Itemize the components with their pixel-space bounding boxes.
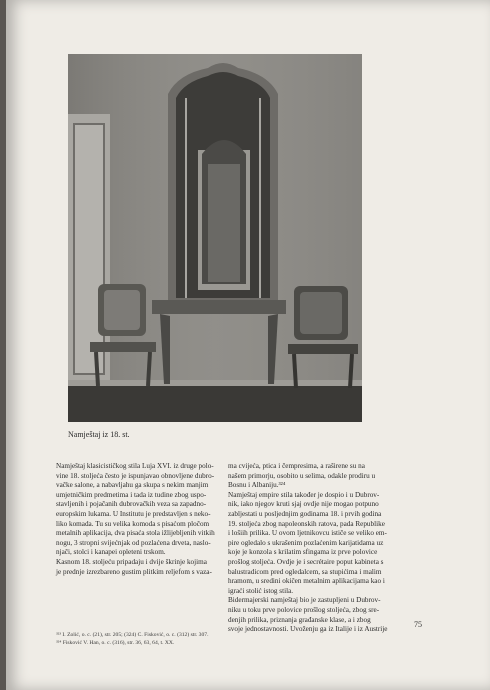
text-line: balustradicom pred ogledalcem, sa stupićima i malim — [228, 567, 382, 576]
text-line: 19. stoljeća zbog napoleonskih ratova, pada Republike — [228, 519, 385, 528]
text-line: vine 18. stoljeća često je ispunjavao obnovljene dubro- — [56, 471, 215, 480]
text-line: Kasnom 18. stoljeću pripadaju i dvije škrinje kojima — [56, 557, 207, 566]
text-line: europskim lukama. U Institutu je predstavljen s neko- — [56, 509, 211, 518]
text-line: našem primorju, osobito u selima, odakle prodiru u — [228, 471, 376, 480]
text-column-right — [228, 462, 422, 635]
footnote: ³²³ I. Zolić, o. c. (21), str. 205; (324) C. Fisković, o. c. (312) str. 307. — [56, 632, 209, 638]
text-line: je prednje izrezbareno gustim plitkim reljefom s vaza- — [56, 567, 212, 576]
text-line: pire ogledalo s ukrašenim pozlaćenim karijatidama uz — [228, 538, 384, 547]
text-line: liko komada. Tu su velika komoda s pisaćom pločom — [56, 519, 210, 528]
text-column-left — [56, 462, 220, 577]
text-line: ma cvijeća, ptica i čempresima, a raširene su na — [228, 462, 365, 470]
text-line: Namještaj klasicističkog stila Luja XVI. iz druge polo- — [56, 462, 214, 470]
text-line: niku u toku prve polovice prošlog stoljeća, zbog sre- — [228, 605, 380, 614]
text-line: Bosnu i Albaniju.³²⁴ — [228, 481, 286, 490]
text-line: njači, stolci i kanapei opleteni trskom. — [56, 548, 166, 557]
footnotes — [56, 632, 236, 647]
text-line: prošlog stoljeća. Ovdje je i secrétaire poput kabineta s — [228, 557, 384, 566]
furniture-photo-drawing — [68, 54, 362, 422]
text-line: nik, iako njegov kruti sjaj ovdje nije mogao potpuno — [228, 500, 379, 509]
text-line: nogu, 3 stropni svijećnjak od pozlaćena drveta, naslo- — [56, 538, 211, 547]
text-line: Bidermajerski namještaj bio je zastupljeni u Dubrov- — [228, 596, 381, 605]
text-line: hramom, u sredini okičen metalnim aplikacijama kao i — [228, 577, 385, 586]
text-line: stavljenih i pojačanih dubrovačkih veza sa zapadno- — [56, 500, 207, 509]
text-line: metalnih aplikacija, dva pisaća stola ižlijebljenih vitkih — [56, 529, 215, 538]
text-line: zabljestati u posljednjim godinama 18. i prvih godina — [228, 509, 382, 518]
page-number: 75 — [414, 620, 422, 629]
text-line: umjetničkim predmetima i tada iz tudine zbog uspo- — [56, 490, 207, 499]
furniture-photo — [68, 54, 362, 422]
text-line: koje je konzola s krilatim sfingama iz prve polovice — [228, 548, 378, 557]
text-line: vačke salone, a nabavljahu ga skupa s nekim manjim — [56, 481, 209, 490]
book-page — [6, 0, 490, 690]
text-line: denjih prilika, priznanja građanske klase, a i zbog — [228, 615, 371, 624]
photo-caption: Namještaj iz 18. st. — [68, 430, 130, 439]
footnote: ³²⁴ Fisković V. Han, o. c. (316), str. 36, 63, 64, t. XX. — [56, 639, 175, 646]
text-line: Namještaj empire stila također je dospio i u Dubrov- — [228, 490, 380, 499]
text-line: svoje jednostavnosti. Uvoženju ga iz Italije i iz Austrije — [228, 625, 388, 634]
text-line: igraći stolić istog stila. — [228, 586, 294, 595]
text-line: i lošiih prilika. U ovom ljetnikovcu ističe se veliko em- — [228, 529, 387, 538]
